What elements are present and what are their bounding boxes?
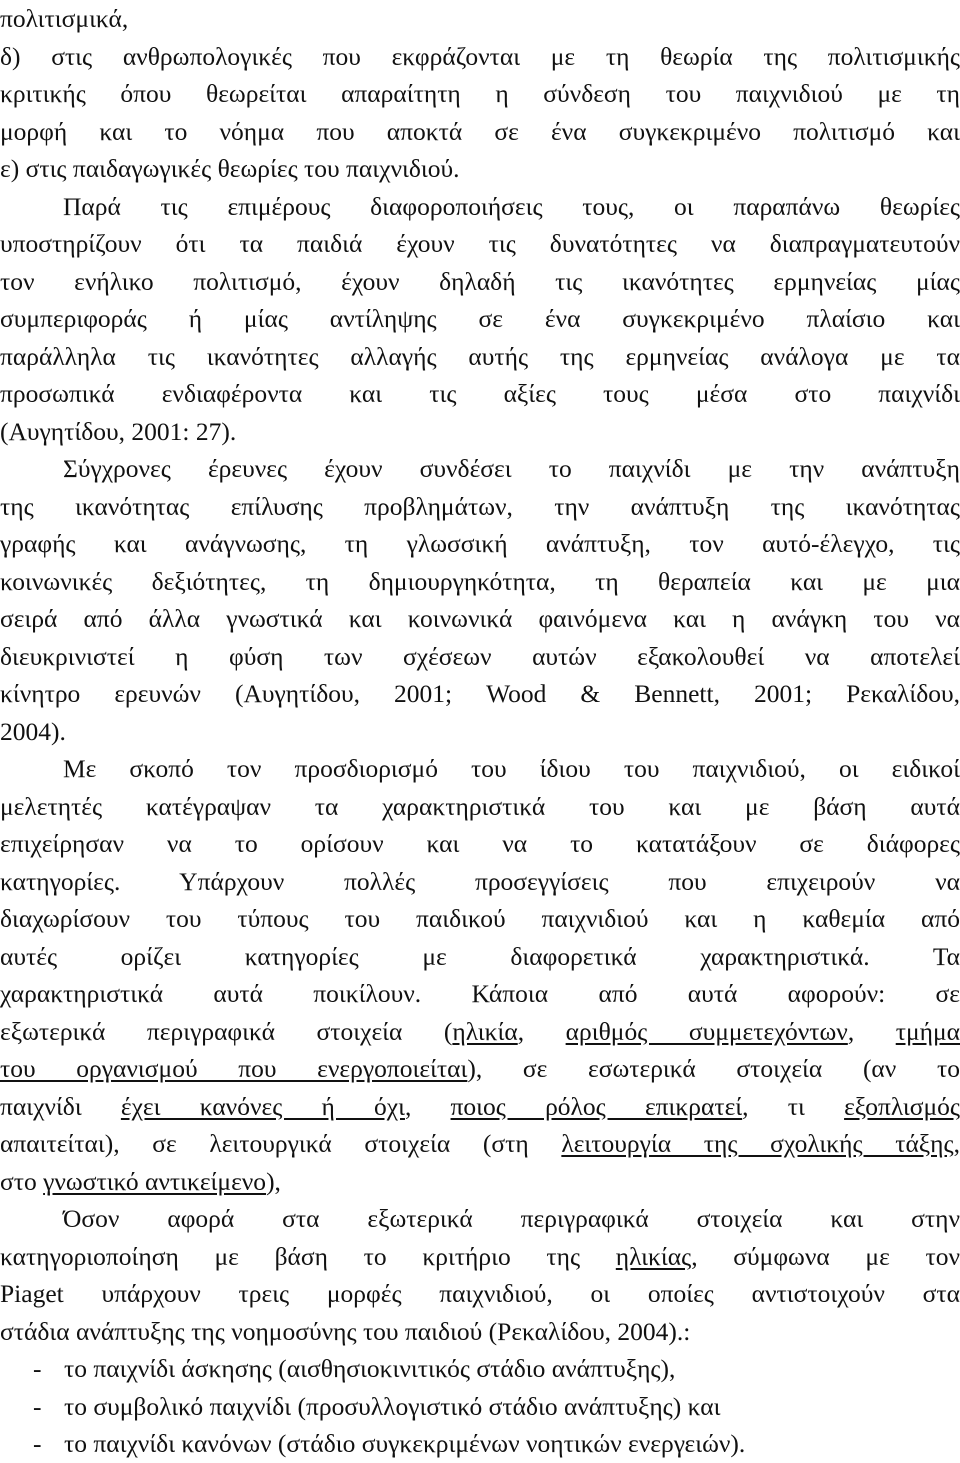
text-run: απαιτείται), σε λειτουργικά στοιχεία (στη <box>0 1129 562 1158</box>
underlined-term: έχει κανόνες ή όχι <box>120 1091 405 1121</box>
text-line: μελετητές κατέγραψαν τα χαρακτηριστικά του και με βάση αυτά <box>0 791 960 821</box>
text-run: παιχνίδι <box>0 1091 121 1121</box>
text-run: ), σε εσωτερικά στοιχεία (αν το <box>467 1054 960 1083</box>
text-run: εξωτερικά περιγραφικά στοιχεία ( <box>0 1016 453 1046</box>
underlined-term: ηλικίας <box>615 1241 692 1271</box>
text-line <box>0 1125 960 1163</box>
text-line: συμπεριφοράς ή μίας αντίληψης σε ένα συγκεκριμένο πλαίσιο και <box>0 304 960 333</box>
text-run: , <box>517 1016 566 1046</box>
text-line: παράλληλα τις ικανότητες αλλαγής αυτής της ερμηνείας ανάλογα με τα <box>0 341 960 371</box>
text-line: Piaget υπάρχουν τρεις μορφές παιχνιδιού, οι οποίες αντιστοιχούν στα <box>0 1279 960 1308</box>
text-run: ), <box>266 1166 281 1196</box>
text-line: γραφής και ανάγνωσης, τη γλωσσική ανάπτυξη, τον αυτό-έλεγχο, τις <box>0 529 960 558</box>
text-run: , <box>847 1016 896 1046</box>
list-dash: - <box>33 1354 42 1383</box>
text-run: , τι <box>742 1091 845 1121</box>
text-line: τον ενήλικο πολιτισμό, έχουν δηλαδή τις ικανότητες ερμηνείας μίας <box>0 266 960 296</box>
text-line: κριτικής όπου θεωρείται απαραίτητη η σύνδεση του παιχνιδιού με τη <box>0 79 960 108</box>
text-line: χαρακτηριστικά αυτά ποικίλουν. Κάποια από αυτά αφορούν: σε <box>0 979 960 1008</box>
list-item <box>0 1388 960 1426</box>
underlined-term: τμήμα <box>895 1016 960 1046</box>
list-item-text: το παιχνίδι άσκησης (αισθησιοκινιτικός στάδιο ανάπτυξης), <box>64 1354 676 1383</box>
text-line: 2004). <box>0 716 66 746</box>
underlined-term: ηλικία <box>452 1016 518 1046</box>
paragraph-first-line: Όσον αφορά στα εξωτερικά περιγραφικά στοιχεία και στην <box>63 1204 960 1233</box>
text-line: κοινωνικές δεξιότητες, τη δημιουργηκότητα, τη θεραπεία και με μια <box>0 566 960 596</box>
text-line: προσωπικά ενδιαφέροντα και τις αξίες τους μέσα στο παιχνίδι <box>0 379 960 408</box>
paragraph-first-line: Με σκοπό τον προσδιορισμό του ίδιου του παιχνιδιού, οι ειδικοί <box>63 754 960 783</box>
text-line <box>0 1088 960 1126</box>
underlined-term: του οργανισμού που ενεργοποιείται <box>0 1054 468 1083</box>
underlined-term: ποιος ρόλος επικρατεί <box>450 1091 743 1121</box>
list-item <box>0 1425 960 1463</box>
underlined-term: λειτουργία της σχολικής τάξης <box>561 1129 954 1158</box>
text-line: αυτές ορίζει κατηγορίες με διαφορετικά χαρακτηριστικά. Τα <box>0 941 960 971</box>
list-dash: - <box>33 1429 42 1458</box>
text-line: ε) στις παιδαγωγικές θεωρίες του παιχνιδιού. <box>0 154 460 183</box>
list-dash: - <box>33 1391 42 1421</box>
text-line: διαχωρίσουν του τύπους του παιδικού παιχνιδιού και η καθεμία από <box>0 904 960 933</box>
text-line: δ) στις ανθρωπολογικές που εκφράζονται με τη θεωρία της πολιτισμικής <box>0 41 960 71</box>
list-item-text: το παιχνίδι κανόνων (στάδιο συγκεκριμένων νοητικών ενεργειών). <box>64 1429 746 1458</box>
underlined-term: αριθμός συμμετεχόντων <box>565 1016 848 1046</box>
text-line <box>0 1238 960 1276</box>
text-line: σειρά από άλλα γνωστικά και κοινωνικά φαινόμενα και η ανάγκη του να <box>0 604 960 633</box>
text-run: , <box>404 1091 451 1121</box>
paragraph-first-line: Παρά τις επιμέρους διαφοροποιήσεις τους, οι παραπάνω θεωρίες <box>63 191 960 221</box>
text-line: κίνητρο ερευνών (Αυγητίδου, 2001; Wood & Bennett, 2001; Ρεκαλίδου, <box>0 679 960 708</box>
text-line: υποστηρίζουν ότι τα παιδιά έχουν τις δυνατότητες να διαπραγματευτούν <box>0 229 960 258</box>
text-run: κατηγοριοποίηση με βάση το κριτήριο της <box>0 1241 616 1271</box>
list-item <box>0 1350 960 1388</box>
underlined-term: εξοπλισμός <box>844 1091 960 1121</box>
text-run: , <box>953 1129 960 1158</box>
list-item-text: το συμβολικό παιχνίδι (προσυλλογιστικό στάδιο ανάπτυξης) και <box>64 1391 721 1421</box>
text-line <box>0 1163 960 1201</box>
text-line <box>0 1013 960 1051</box>
text-line: (Αυγητίδου, 2001: 27). <box>0 416 237 446</box>
text-line: στάδια ανάπτυξης της νοημοσύνης του παιδιού (Ρεκαλίδου, 2004).: <box>0 1316 691 1346</box>
stages-list <box>0 1350 960 1463</box>
paragraph-first-line: Σύγχρονες έρευνες έχουν συνδέσει το παιχνίδι με την ανάπτυξη <box>63 454 960 483</box>
text-line: επιχείρησαν να το ορίσουν και να το κατατάξουν σε διάφορες <box>0 829 960 858</box>
text-line: διευκρινιστεί η φύση των σχέσεων αυτών εξακολουθεί να αποτελεί <box>0 641 960 671</box>
text-run: , σύμφωνα με τον <box>691 1241 960 1271</box>
text-line <box>0 1050 960 1088</box>
text-line: της ικανότητας επίλυσης προβλημάτων, την ανάπτυξη της ικανότητας <box>0 491 960 521</box>
text-line: πολιτισμικά, <box>0 4 129 33</box>
text-run: στο <box>0 1166 44 1196</box>
text-line: μορφή και το νόημα που αποκτά σε ένα συγκεκριμένο πολιτισμό και <box>0 116 960 146</box>
underlined-term: γνωστικό αντικείμενο <box>43 1166 267 1196</box>
text-line: κατηγορίες. Υπάρχουν πολλές προσεγγίσεις που επιχειρούν να <box>0 866 960 896</box>
